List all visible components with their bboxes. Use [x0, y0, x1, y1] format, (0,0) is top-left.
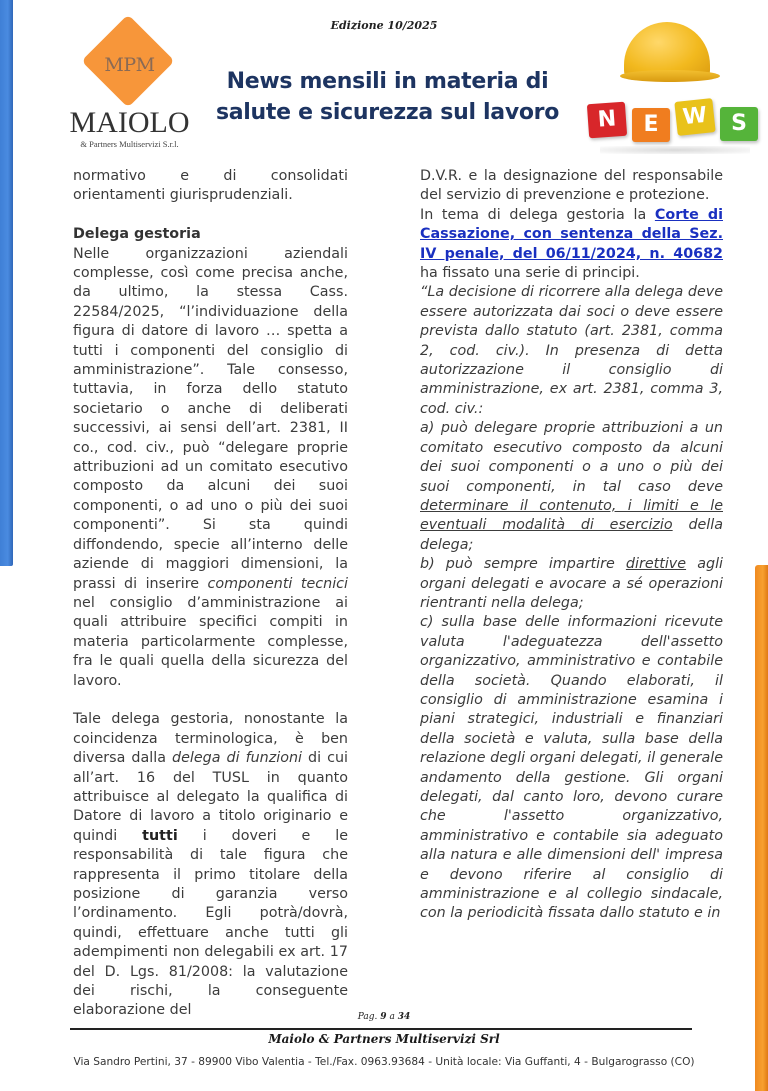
- news-cube-s: S: [720, 107, 758, 141]
- footer-address: Via Sandro Pertini, 37 - 89900 Vibo Valentia - Tel./Fax. 0963.93684 - Unità locale: Via Guffanti, 4 - Bulgarograsso (CO): [73, 1056, 695, 1068]
- paragraph-intro: normativo e di consolidati orientamenti giurisprudenziali.: [73, 168, 348, 204]
- company-logo: [62, 22, 197, 152]
- news-cube-e: E: [632, 108, 670, 142]
- graphic-shadow: [600, 146, 750, 154]
- news-graphic: [580, 18, 760, 158]
- left-column: [73, 167, 348, 1021]
- page-number: Pag. 9 a 34: [357, 1012, 411, 1022]
- italic-term: delega di funzioni: [172, 750, 302, 767]
- bold-term: tutti: [142, 827, 178, 844]
- logo-name: MAIOLO: [69, 106, 190, 139]
- quote-item-a: a) può delegare proprie attribuzioni a un comitato esecutivo composto da alcuni dei suoi componenti o a uno o più dei suoi componenti, in tal caso deve determinare il contenuto, i limiti e le eventuali modalità di esercizio della delega;: [420, 420, 724, 553]
- logo-subtitle: & Partners Multiservizi S.r.l.: [80, 139, 179, 149]
- news-cube-n: N: [587, 102, 627, 139]
- title-line-2: salute e sicurezza sul lavoro: [215, 100, 560, 125]
- edition-label: Edizione 10/2025: [330, 19, 438, 32]
- decorative-side-bar-blue: [0, 0, 13, 566]
- italic-term: componenti tecnici: [207, 575, 348, 592]
- section-heading: Delega gestoria: [73, 226, 201, 243]
- paragraph-cassazione: In tema di delega gestoria la Corte di Cassazione, con sentenza della Sez. IV penale, del 06/11/2024, n. 40682 ha fissato una serie di principi.: [420, 206, 723, 282]
- paragraph-dvr: D.V.R. e la designazione del responsabile del servizio di prevenzione e protezione.: [420, 168, 723, 204]
- footer-company: Maiolo & Partners Multiservizi Srl: [268, 1032, 500, 1046]
- underlined-term: direttive: [625, 556, 687, 573]
- title-line-1: News mensili in materia di: [226, 69, 549, 94]
- logo-mark: MPM: [104, 54, 155, 76]
- right-column: [420, 167, 723, 924]
- footer-divider: [70, 1028, 692, 1030]
- paragraph-delega-diff: Tale delega gestoria, nonostante la coincidenza terminologica, è ben diversa dalla delega di funzioni di cui all’art. 16 del TUSL in quanto attribuisce al delegato la qualifica di Datore di lavoro a titolo originario e quindi tutti i doveri e le responsabilità di tale figura che rappresenta il primo titolare della posizione di garanzia verso l’ordinamento. Egli potrà/dovrà, quindi, effettuare anche tutti gli adempimenti non delegabili ex art. 17 del D. Lgs. 81/2008: la valutazione dei rischi, la conseguente elaborazione del: [73, 711, 349, 1019]
- quote-item-b: b) può sempre impartire direttive agli organi delegati e avocare a sé operazioni rientranti nella delega;: [420, 556, 724, 611]
- cassazione-sentence-link[interactable]: Corte di Cassazione, con sentenza della Sez. IV penale, del 06/11/2024, n. 40682: [420, 206, 723, 262]
- hard-hat-brim: [620, 70, 720, 82]
- newsletter-title: [205, 66, 570, 128]
- underlined-term: determinare il contenuto, i limiti e le eventuali modalità di esercizio: [420, 497, 723, 534]
- quote-item-c: c) sulla base delle informazioni ricevute valuta l'adeguatezza dell'assetto organizzativo, amministrativo e contabile della società. Quando elaborati, il consiglio di amministrazione esamina i piani strategici, industriali e finanziari della società e valuta, sulla base della relazione degli organi delegati, il generale andamento della gestione. Gli organi delegati, dal canto loro, devono curare che l'assetto organizzativo, amministrativo e contabile sia adeguato alla natura e alle dimensioni dell' impresa e devono riferire al consiglio di amministrazione e al collegio sindacale, con la periodicità fissata dallo statuto e in: [420, 614, 723, 922]
- quote-intro: “La decisione di ricorrere alla delega deve essere autorizzata dai soci o deve essere prevista dallo statuto (art. 2381, comma 2, cod. civ.). In presenza di detta autorizzazione il consiglio di amministrazione, ex art. 2381, comma 3, cod. civ.:: [420, 284, 723, 417]
- news-cube-w: W: [674, 98, 715, 136]
- paragraph-delega: Nelle organizzazioni aziendali complesse, così come precisa anche, da ultimo, la stessa Cass. 22584/2025, “l’individuazione della figura di datore di lavoro … spetta a tutti i componenti del consiglio di amministrazione”. Tale consesso, tuttavia, in forza dello statuto societario o anche di deliberati successivi, ai sensi dell’art. 2381, II co., cod. civ., può “delegare proprie attribuzioni ad un comitato esecutivo composto da alcuni dei suoi componenti, o ad uno o più dei suoi componenti”. Si sta quindi diffondendo, specie all’interno delle aziende di maggiori dimensioni, la prassi di inserire componenti tecnici nel consiglio d’amministrazione ai quali attribuire specifici compiti in materia particolarmente complesse, fra le quali quella della sicurezza del lavoro.: [73, 245, 348, 689]
